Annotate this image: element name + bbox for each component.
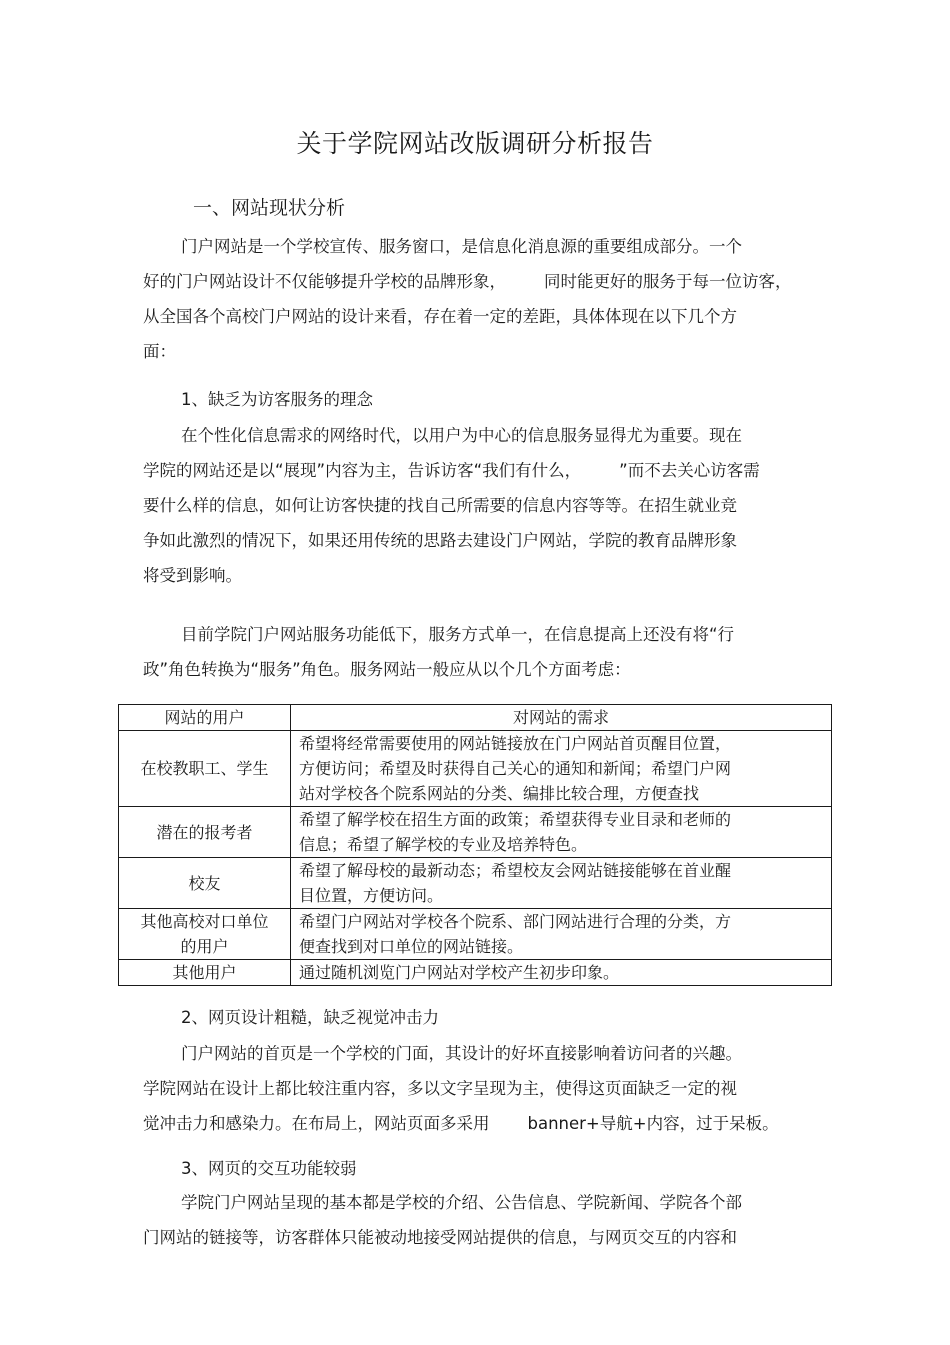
line-segment: 学院的网站还是以“展现”内容为主，告诉访客“我们有什么，	[143, 461, 582, 480]
point1-paragraph	[143, 418, 833, 593]
cell-line: 便查找到对口单位的网站链接。	[299, 937, 524, 956]
cell-line: 希望门户网站对学校各个院系、部门网站进行合理的分类，方	[299, 912, 732, 931]
table-row	[119, 731, 832, 807]
line-segment: banner+导航+内容，过于呆板。	[527, 1114, 779, 1133]
table-header-cell: 网站的用户	[119, 705, 291, 731]
table-header-row	[119, 705, 832, 731]
paragraph-line: 争如此激烈的情况下，如果还用传统的思路去建设门户网站，学院的教育品牌形象	[143, 531, 737, 550]
user-type-cell	[119, 858, 291, 909]
user-needs-table	[118, 704, 832, 986]
need-cell	[291, 807, 832, 858]
paragraph-line: 从全国各个高校门户网站的设计来看，存在着一定的差距，具体体现在以下几个方	[143, 307, 737, 326]
point-heading: 1、缺乏为访客服务的理念	[181, 390, 373, 409]
cell-line: 的用户	[180, 937, 229, 956]
line-segment: ”而不去关心访客需	[619, 461, 760, 480]
paragraph-line: 学院网站在设计上都比较注重内容，多以文字呈现为主，使得这页面缺乏一定的视	[143, 1079, 737, 1098]
paragraph-line: 门网站的链接等，访客群体只能被动地接受网站提供的信息，与网页交互的内容和	[143, 1228, 737, 1247]
user-type-cell	[119, 731, 291, 807]
table-row	[119, 807, 832, 858]
need-cell	[291, 858, 832, 909]
paragraph-line: 面：	[143, 342, 176, 361]
paragraph-line: 政”角色转换为“服务”角色。服务网站一般应从以个几个方面考虑：	[143, 660, 631, 679]
point1b-paragraph	[143, 617, 833, 687]
cell-line: 潜在的报考者	[156, 822, 253, 842]
need-cell	[291, 909, 832, 960]
point-heading: 2、网页设计粗糙，缺乏视觉冲击力	[181, 1008, 439, 1027]
paragraph-line: 门户网站是一个学校宣传、服务窗口，是信息化消息源的重要组成部分。一个	[181, 237, 742, 256]
cell-line: 希望了解学校在招生方面的政策；希望获得专业目录和老师的	[299, 810, 732, 829]
line-segment: 觉冲击力和感染力。在布局上，网站页面多采用	[143, 1114, 490, 1133]
cell-line: 方便访问；希望及时获得自己关心的通知和新闻；希望门户网	[299, 759, 732, 778]
cell-line: 目位置，方便访问。	[299, 886, 444, 905]
paragraph-line	[143, 264, 833, 299]
paragraph-line: 要什么样的信息，如何让访客快捷的找自己所需要的信息内容等等。在招生就业竞	[143, 496, 737, 515]
cell-line: 信息；希望了解学校的专业及培养特色。	[299, 835, 588, 854]
user-type-cell	[119, 807, 291, 858]
user-type-cell	[119, 909, 291, 960]
cell-line: 其他用户	[172, 963, 237, 982]
paragraph-line: 学院门户网站呈现的基本都是学校的介绍、公告信息、学院新闻、学院各个部	[181, 1193, 742, 1212]
paragraph-line: 将受到影响。	[143, 566, 242, 585]
paragraph-line: 在个性化信息需求的网络时代，以用户为中心的信息服务显得尤为重要。现在	[181, 426, 742, 445]
paragraph-line: 目前学院门户网站服务功能低下，服务方式单一，在信息提高上还没有将“行	[181, 625, 735, 644]
cell-line: 站对学校各个院系网站的分类、编排比较合理，方便查找	[299, 784, 700, 803]
cell-line: 其他高校对口单位	[140, 912, 269, 931]
cell-line: 通过随机浏览门户网站对学校产生初步印象。	[299, 963, 620, 982]
point-heading: 3、网页的交互功能较弱	[181, 1159, 357, 1178]
cell-line: 希望将经常需要使用的网站链接放在门户网站首页醒目位置，	[299, 734, 732, 753]
table-header-cell: 对网站的需求	[291, 705, 832, 731]
intro-paragraph	[143, 229, 833, 369]
line-segment: 好的门户网站设计不仅能够提升学校的品牌形象，	[143, 272, 506, 291]
point3-paragraph	[143, 1185, 833, 1255]
cell-line: 校友	[188, 873, 221, 893]
need-cell	[291, 731, 832, 807]
line-segment: 同时能更好的服务于每一位访客，	[544, 272, 792, 291]
user-type-cell	[119, 960, 291, 986]
table-row	[119, 858, 832, 909]
point2-paragraph	[143, 1036, 833, 1141]
cell-line: 希望了解母校的最新动态；希望校友会网站链接能够在首业醒	[299, 861, 732, 880]
document-title: 关于学院网站改版调研分析报告	[296, 129, 654, 158]
table-row	[119, 909, 832, 960]
paragraph-line: 门户网站的首页是一个学校的门面，其设计的好坏直接影响着访问者的兴趣。	[181, 1044, 742, 1063]
table-row	[119, 960, 832, 986]
need-cell	[291, 960, 832, 986]
cell-line: 在校教职工、学生	[140, 759, 269, 778]
paragraph-line	[143, 1106, 833, 1141]
section-heading: 一、网站现状分析	[193, 197, 346, 219]
paragraph-line	[143, 453, 833, 488]
